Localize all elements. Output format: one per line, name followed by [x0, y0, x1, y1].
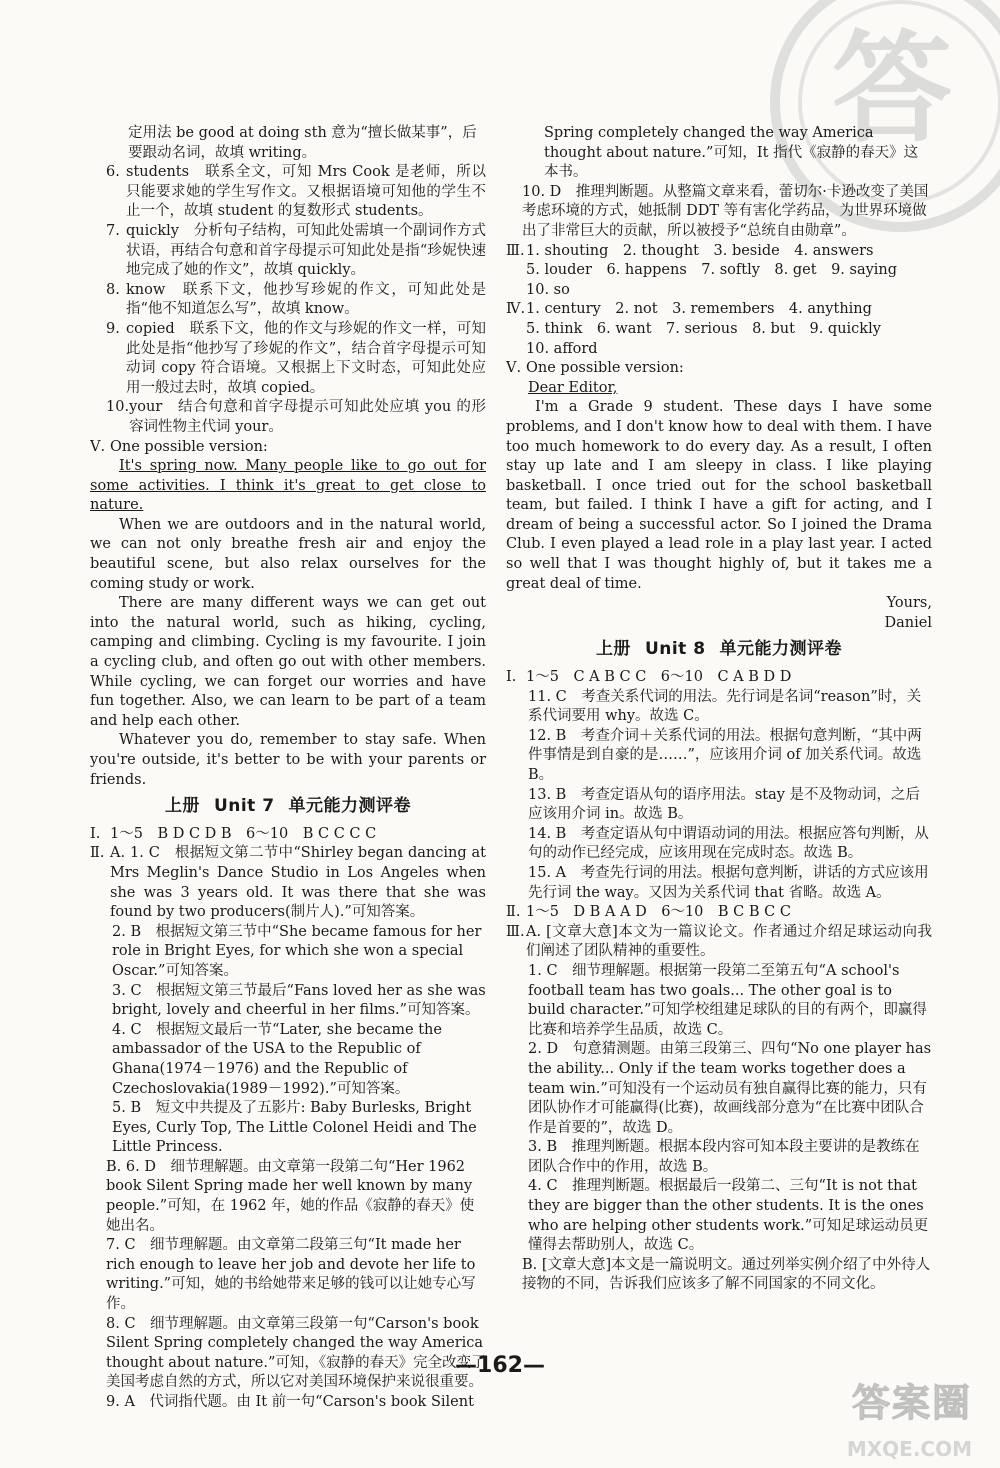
item-number: 10.: [106, 399, 130, 416]
answer-text: 3. B 推理判断题。根据本段内容可知本段主要讲的是教练在团队合作中的作用，故选 B。: [528, 1139, 920, 1175]
heading-title: 单元能力测评卷: [288, 796, 412, 817]
answer-item: [90, 163, 486, 222]
answer-text: students 联系全文，可知 Mrs Cook 是老师，所以只能要求她的学生写作文。又根据语境可知他的学生不止一个，故填 student 的复数形式 students。: [126, 164, 486, 220]
answer-line: 5. think 6. want 7. serious 8. but 9. quickly: [526, 320, 881, 337]
essay-paragraph: There are many different ways we can get out into the natural world, such as hiking, cycling, camping and climbing. Cycling is my favourite. I join a cycling club, and often go out with other members. While cycling, we can forget our worries and have fun together. Also, we can learn to be part of a team and help each other.: [90, 595, 486, 729]
answer-text: 4. C 推理判断题。根据最后一段第二、三句“It is not that they are bigger than the other students. It is the ones who are helping other students work.”可知足球运动员更懂得去帮助别人，故选 C。: [528, 1178, 929, 1254]
item-number: 9.: [106, 320, 120, 337]
section-number: Ⅱ.: [90, 845, 105, 862]
section-number: Ⅴ.: [506, 360, 522, 377]
answer-line: 1. century 2. not 3. remembers 4. anything: [526, 301, 872, 318]
answer-item: [90, 222, 486, 281]
answer-text: 9. A 代词指代题。由 It 前一句“Carson's book Silent: [106, 1394, 474, 1410]
section-header: [506, 300, 932, 359]
item-number: 8.: [106, 281, 120, 298]
heading-volume: 上册: [595, 639, 631, 660]
essay-topic: It's spring now. Many people like to go out for some activities. I think it's great to get close to nature.: [90, 458, 486, 514]
answer-text: quickly 分析句子结构，可知此处需填一个副词作方式状语，再结合句意和首字母提示可知此处是指“珍妮快速地完成了她的作文”，故填 quickly。: [126, 222, 486, 279]
answer-text: 14. B 考查定语从句中谓语动词的用法。根据应答句判断，从句的动作已经完成，应该用现在完成时态。故选 B。: [528, 825, 929, 862]
left-column: [90, 124, 486, 1413]
heading-volume: 上册: [164, 796, 200, 817]
answer-text: know 联系下文，他抄写珍妮的作文，可知此处是指“他不知道怎么写”，故填 know。: [126, 281, 486, 318]
letter-greeting: Dear Editor,: [528, 379, 618, 396]
essay-paragraph: I'm a Grade 9 student. These days I have some problems, and I don't know how to deal with them. I have too much homework to do every day. As a result, I often stay up late and I am sleepy in class. I like playing basketball. I once tried out for the school basketball team, but failed. I think I have a gift for acting, and I dream of being a successful actor. So I joined the Drama Club. I even played a lead role in a play last year. I acted so well that I was thought highly of, but it takes me a great deal of time.: [506, 399, 932, 592]
answer-text: 8. C 细节理解题。由文章第三段第一句“Carson's book Silent Spring completely changed the way America thought about nature.”可知，《寂静的春天》完全改变了美国考虑自然的方式，所以它对美国环境保护来说很重要。: [106, 1315, 486, 1391]
answer-item: [90, 320, 486, 398]
answer-key: 1～5 C A B C C 6～10 C A B D D: [526, 669, 792, 686]
section-header: [90, 825, 486, 845]
answer-text: 15. A 考查先行词的用法。根据句意判断，讲话的方式应该用先行词 the way。又因为关系代词 that 省略。故选 A。: [528, 864, 929, 901]
section-text: One possible version:: [526, 360, 684, 377]
answer-text: 13. B 考查定语从句的语序用法。stay 是不及物动词，之后应该用介词 in。故选 B。: [528, 786, 921, 823]
section-number: Ⅰ.: [90, 825, 101, 842]
section-number: Ⅲ.: [506, 242, 525, 259]
section-number: Ⅴ.: [90, 438, 106, 455]
answer-line: 10. so: [526, 281, 570, 298]
essay-paragraph: Whatever you do, remember to stay safe. When you're outside, it's better to be with your parents or friends.: [90, 732, 486, 788]
answer-key: 1～5 D B A A D 6～10 B C B C C: [526, 904, 791, 921]
unit-heading: [90, 797, 486, 817]
answer-list: [526, 242, 932, 301]
section-header: [506, 242, 932, 301]
section-number: Ⅱ.: [506, 904, 521, 921]
answer-text: 5. B 短文中共提及了五影片: Baby Burlesks, Bright Eyes, Curly Top, The Little Colonel Heidi and The Little Princess.: [112, 1100, 477, 1156]
answer-text: 4. C 根据短文最后一节“Later, she became the ambassador of the USA to the Republic of Ghana(1974－1976) and the Republic of Czechoslovakia(1989－1992).”可知答案。: [112, 1021, 442, 1097]
answer-text: A. [文章大意]本文为一篇议论文。作者通过介绍足球运动向我们阐述了团队精神的重要性。: [526, 923, 932, 960]
section-number: Ⅲ.: [506, 923, 525, 940]
answer-text: B. 6. D 细节理解题。由文章第一段第二句“Her 1962 book Silent Spring made her well known by many people.”可知，在 1962 年，她的作品《寂静的春天》使她出名。: [106, 1158, 475, 1234]
section-header: [506, 923, 932, 962]
unit-heading: [506, 640, 932, 660]
letter-closing: Yours,: [886, 595, 932, 612]
answer-line: 1. shouting 2. thought 3. beside 4. answers: [526, 242, 874, 259]
answer-item: [90, 281, 486, 320]
essay-paragraph: When we are outdoors and in the natural world, we can not only breathe fresh air and enjoy the beautiful scene, but also relax ourselves for the coming study or work.: [90, 516, 486, 592]
answer-text: Spring completely changed the way America thought about nature.”可知，It 指代《寂静的春天》这本书。: [544, 125, 919, 181]
heading-title: 单元能力测评卷: [719, 639, 843, 660]
letter-signature: Daniel: [884, 614, 932, 631]
answer-text: 10. D 推理判断题。从整篇文章来看，蕾切尔·卡逊改变了美国考虑环境的方式，她抵制 DDT 等有害化学药品，为世界环境做出了非常巨大的贡献，所以被授予“总统自由勋章”。: [522, 183, 929, 239]
answer-list: [526, 300, 932, 359]
answer-line: 10. afford: [526, 340, 598, 357]
answer-text: 7. C 细节理解题。由文章第二段第三句“It made her rich enough to leave her job and devote her life to writing.”可知，她的书给她带来足够的钱可以让她专心写作。: [106, 1237, 476, 1313]
item-number: 7.: [106, 222, 120, 239]
answer-text: copied 联系下文，他的作文与珍妮的作文一样，可知此处是指“他抄写了珍妮的作文”，结合首字母提示可知动词 copy 符合语境。又根据上下文时态，可知此处应用一般过去时，故填 copied。: [126, 320, 486, 396]
watermark-logo: 答案圈: [851, 1381, 972, 1425]
heading-unit: Unit 7: [213, 796, 275, 817]
answer-text: your 结合句意和首字母提示可知此处应填 you 的形容词性物主代词 your。: [129, 399, 486, 435]
answer-text: 1. C 细节理解题。根据第一段第二至第五句“A school's football team has two goals... The other goal is to build character.”可知学校组建足球队的目的有两个，即赢得比赛和培养学生品质，故选 C。: [528, 962, 927, 1038]
section-header: [506, 359, 932, 379]
section-number: Ⅰ.: [506, 669, 517, 686]
answer-text: 12. B 考查介词＋关系代词的用法。根据句意判断，“其中两件事情是到自豪的是……”，应该用介词 of 加关系代词。故选 B。: [528, 727, 922, 783]
section-text: One possible version:: [110, 438, 268, 455]
answer-text: 2. B 根据短文第三节中“She became famous for her role in Bright Eyes, for which she won a special Oscar.”可知答案。: [112, 923, 482, 979]
watermark: [782, 1381, 972, 1462]
answer-item: [90, 398, 486, 437]
answer-line: 5. louder 6. happens 7. softly 8. get 9. saying: [526, 262, 898, 279]
answer-text: A. 1. C 根据短文第二节中“Shirley began dancing at Mrs Meglin's Dance Studio in Los Angeles when she was 3 years old. It was there that she was found by two producers(制片人).”可知答案。: [110, 845, 486, 921]
watermark-url: MXQE.COM: [846, 1437, 972, 1462]
section-header: [90, 438, 486, 458]
stamp-glyph: 答: [832, 20, 952, 159]
section-header: [506, 903, 932, 923]
section-header: [506, 668, 932, 688]
section-number: Ⅳ.: [506, 301, 526, 318]
item-number: 6.: [106, 164, 120, 181]
answer-text: 2. D 句意猜测题。由第三段第三、四句“No one player has the ability... Only if the team works together does a team win.”可知没有一个运动员有独自赢得比赛的能力，只有团队协作才可能赢得(比赛)，故画线部分意为“在比赛中团队合作是首要的”，故选 D。: [528, 1041, 932, 1136]
section-header: [90, 844, 486, 922]
answer-text: 11. C 考查关系代词的用法。先行词是名词“reason”时，关系代词要用 why。故选 C。: [528, 688, 922, 725]
answer-text: B. [文章大意]本文是一篇说明文。通过列举实例介绍了中外待人接物的不同，告诉我们应该多了解不同国家的不同文化。: [522, 1256, 931, 1293]
right-column: [506, 124, 932, 1295]
answer-text: 3. C 根据短文第三节最后“Fans loved her as she was bright, lovely and cheerful in her films.”可知答案。: [112, 982, 486, 1019]
answer-text: 定用法 be good at doing sth 意为“擅长做某事”，后要跟动名词，故填 writing。: [128, 125, 477, 161]
heading-unit: Unit 8: [644, 639, 706, 660]
answer-key: 1～5 B D C D B 6～10 B C C C C: [110, 825, 377, 842]
page-number: —162—: [455, 1353, 545, 1378]
